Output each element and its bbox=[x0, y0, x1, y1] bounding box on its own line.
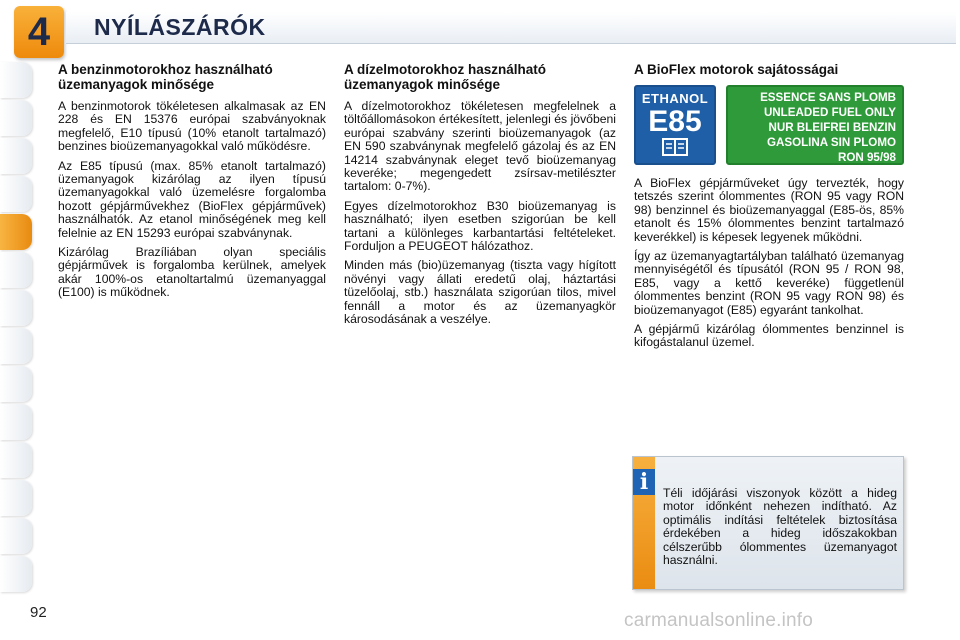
page-number: 92 bbox=[30, 604, 47, 621]
diesel-paragraph: Minden más (bio)üzemanyag (tiszta vagy hígított növényi vagy állati eredetű olaj, háztartási tüzelőolaj, stb.) használata szigorúan tilos, mivel fennáll a motor és az üzemanyagkör károsodásának a veszélye. bbox=[344, 258, 616, 327]
chapter-tab[interactable] bbox=[0, 138, 32, 174]
unleaded-line: GASOLINA SIN PLOMO bbox=[766, 136, 896, 149]
ethanol-code: E85 bbox=[648, 105, 702, 138]
diesel-heading: A dízelmotorokhoz használható üzemanyagok minősége bbox=[344, 62, 547, 92]
ethanol-e85-label bbox=[634, 85, 716, 165]
chapter-tab[interactable] bbox=[0, 404, 32, 440]
chapter-tab[interactable] bbox=[0, 480, 32, 516]
bioflex-section bbox=[634, 62, 904, 356]
petrol-paragraph: A benzinmotorok tökéletesen alkalmasak az EN 228 és EN 15376 európai szabványoknak megfelelő, E10 típusú (10% etanolt tartalmazó) benzines bioüzemanyagokkal való működésre. bbox=[58, 99, 326, 154]
diesel-paragraph: Egyes dízelmotorokhoz B30 bioüzemanyag is használható; ilyen esetben szigorúan be kell tartani a különleges karbantartási feltételeket. Forduljon a PEUGEOT hálózathoz. bbox=[344, 198, 616, 254]
chapter-tab[interactable] bbox=[0, 556, 32, 592]
info-icon: i bbox=[633, 469, 655, 495]
chapter-tab[interactable] bbox=[0, 366, 32, 402]
chapter-tab[interactable] bbox=[0, 290, 32, 326]
chapter-tabs bbox=[0, 62, 34, 594]
info-note-text: Téli időjárási viszonyok között a hideg motor időnként nehezen indítható. Az optimális indítási feltételek biztosítása érdekében a hideg időszakokban célszerűbb ólommentes üzemanyagot használni. bbox=[663, 486, 897, 568]
chapter-number-badge: 4 bbox=[14, 6, 64, 58]
petrol-heading: A benzinmotorokhoz használható üzemanyagok minősége bbox=[58, 62, 273, 92]
info-note-box bbox=[632, 456, 904, 590]
chapter-tab[interactable] bbox=[0, 62, 32, 98]
unleaded-line: NUR BLEIFREI BENZIN bbox=[768, 121, 896, 134]
unleaded-line: UNLEADED FUEL ONLY bbox=[763, 106, 896, 119]
diesel-paragraph: A dízelmotorokhoz tökéletesen megfelelnek a töltőállomásokon értékesített, jelenlegi és jövőbeni európai szabvány szerinti bioüzemanyagok (az EN 590 szabványnak megfelelő gázolaj és az EN 14214 szabványnak eleget tevő bioüzemanyag keveréke; megengedett zsírsav-metilészter tartalom: 0-7%). bbox=[344, 99, 616, 194]
diesel-fuel-section bbox=[344, 62, 616, 333]
petrol-fuel-section bbox=[58, 62, 326, 306]
bioflex-heading: A BioFlex motorok sajátosságai bbox=[634, 62, 839, 77]
fuel-labels bbox=[634, 85, 904, 167]
unleaded-line: RON 95/98 bbox=[838, 151, 896, 164]
chapter-tab[interactable] bbox=[0, 176, 32, 212]
chapter-tab[interactable] bbox=[0, 442, 32, 478]
watermark: carmanualsonline.info bbox=[624, 610, 814, 631]
chapter-tab[interactable] bbox=[0, 100, 32, 136]
unleaded-line: ESSENCE SANS PLOMB bbox=[760, 91, 896, 104]
chapter-tab[interactable] bbox=[0, 252, 32, 288]
handbook-icon bbox=[662, 138, 688, 156]
unleaded-fuel-label bbox=[726, 85, 904, 165]
bioflex-paragraph: Így az üzemanyagtartályban található üzemanyag mennyiségétől és típusától (RON 95 / RON 98, E85, vagy a kettő keveréke) függetlenül ólommentes benzint (RON 95 vagy RON 98) és bioüzemanyagot (E85) egyaránt tankolhat. bbox=[634, 249, 904, 317]
petrol-paragraph: Kizárólag Brazíliában olyan speciális gépjárművek is forgalomba kerülnek, amelyek akár 100%-os etanoltartalmú üzemanyaggal (E100) is működnek. bbox=[58, 245, 326, 300]
bioflex-paragraph: A BioFlex gépjárműveket úgy tervezték, hogy tetszés szerint ólommentes (RON 95 vagy RON 98) benzinnel és bioüzemanyaggal (E85-ös, 85% etanolt és 15% ólommentes benzint tartalmazó keverékkel) is képesek legyenek működni. bbox=[634, 176, 904, 244]
chapter-tab[interactable] bbox=[0, 518, 32, 554]
petrol-paragraph: Az E85 típusú (max. 85% etanolt tartalmazó) üzemanyagok kizárólag az ilyen típusú üzemanyagokkal való üzemelésre forgalomba hozott gépjárművekhez (BioFlex gépjárművek) használhatók. Az etanol minőségének meg kell felelnie az EN 15293 európai szabványnak. bbox=[58, 158, 326, 240]
chapter-tab[interactable] bbox=[0, 214, 32, 250]
chapter-tab[interactable] bbox=[0, 328, 32, 364]
ethanol-word: ETHANOL bbox=[641, 91, 709, 106]
chapter-title: NYÍLÁSZÁRÓK bbox=[94, 14, 266, 40]
bioflex-paragraph: A gépjármű kizárólag ólommentes benzinnel is kifogástalanul üzemel. bbox=[634, 322, 904, 350]
